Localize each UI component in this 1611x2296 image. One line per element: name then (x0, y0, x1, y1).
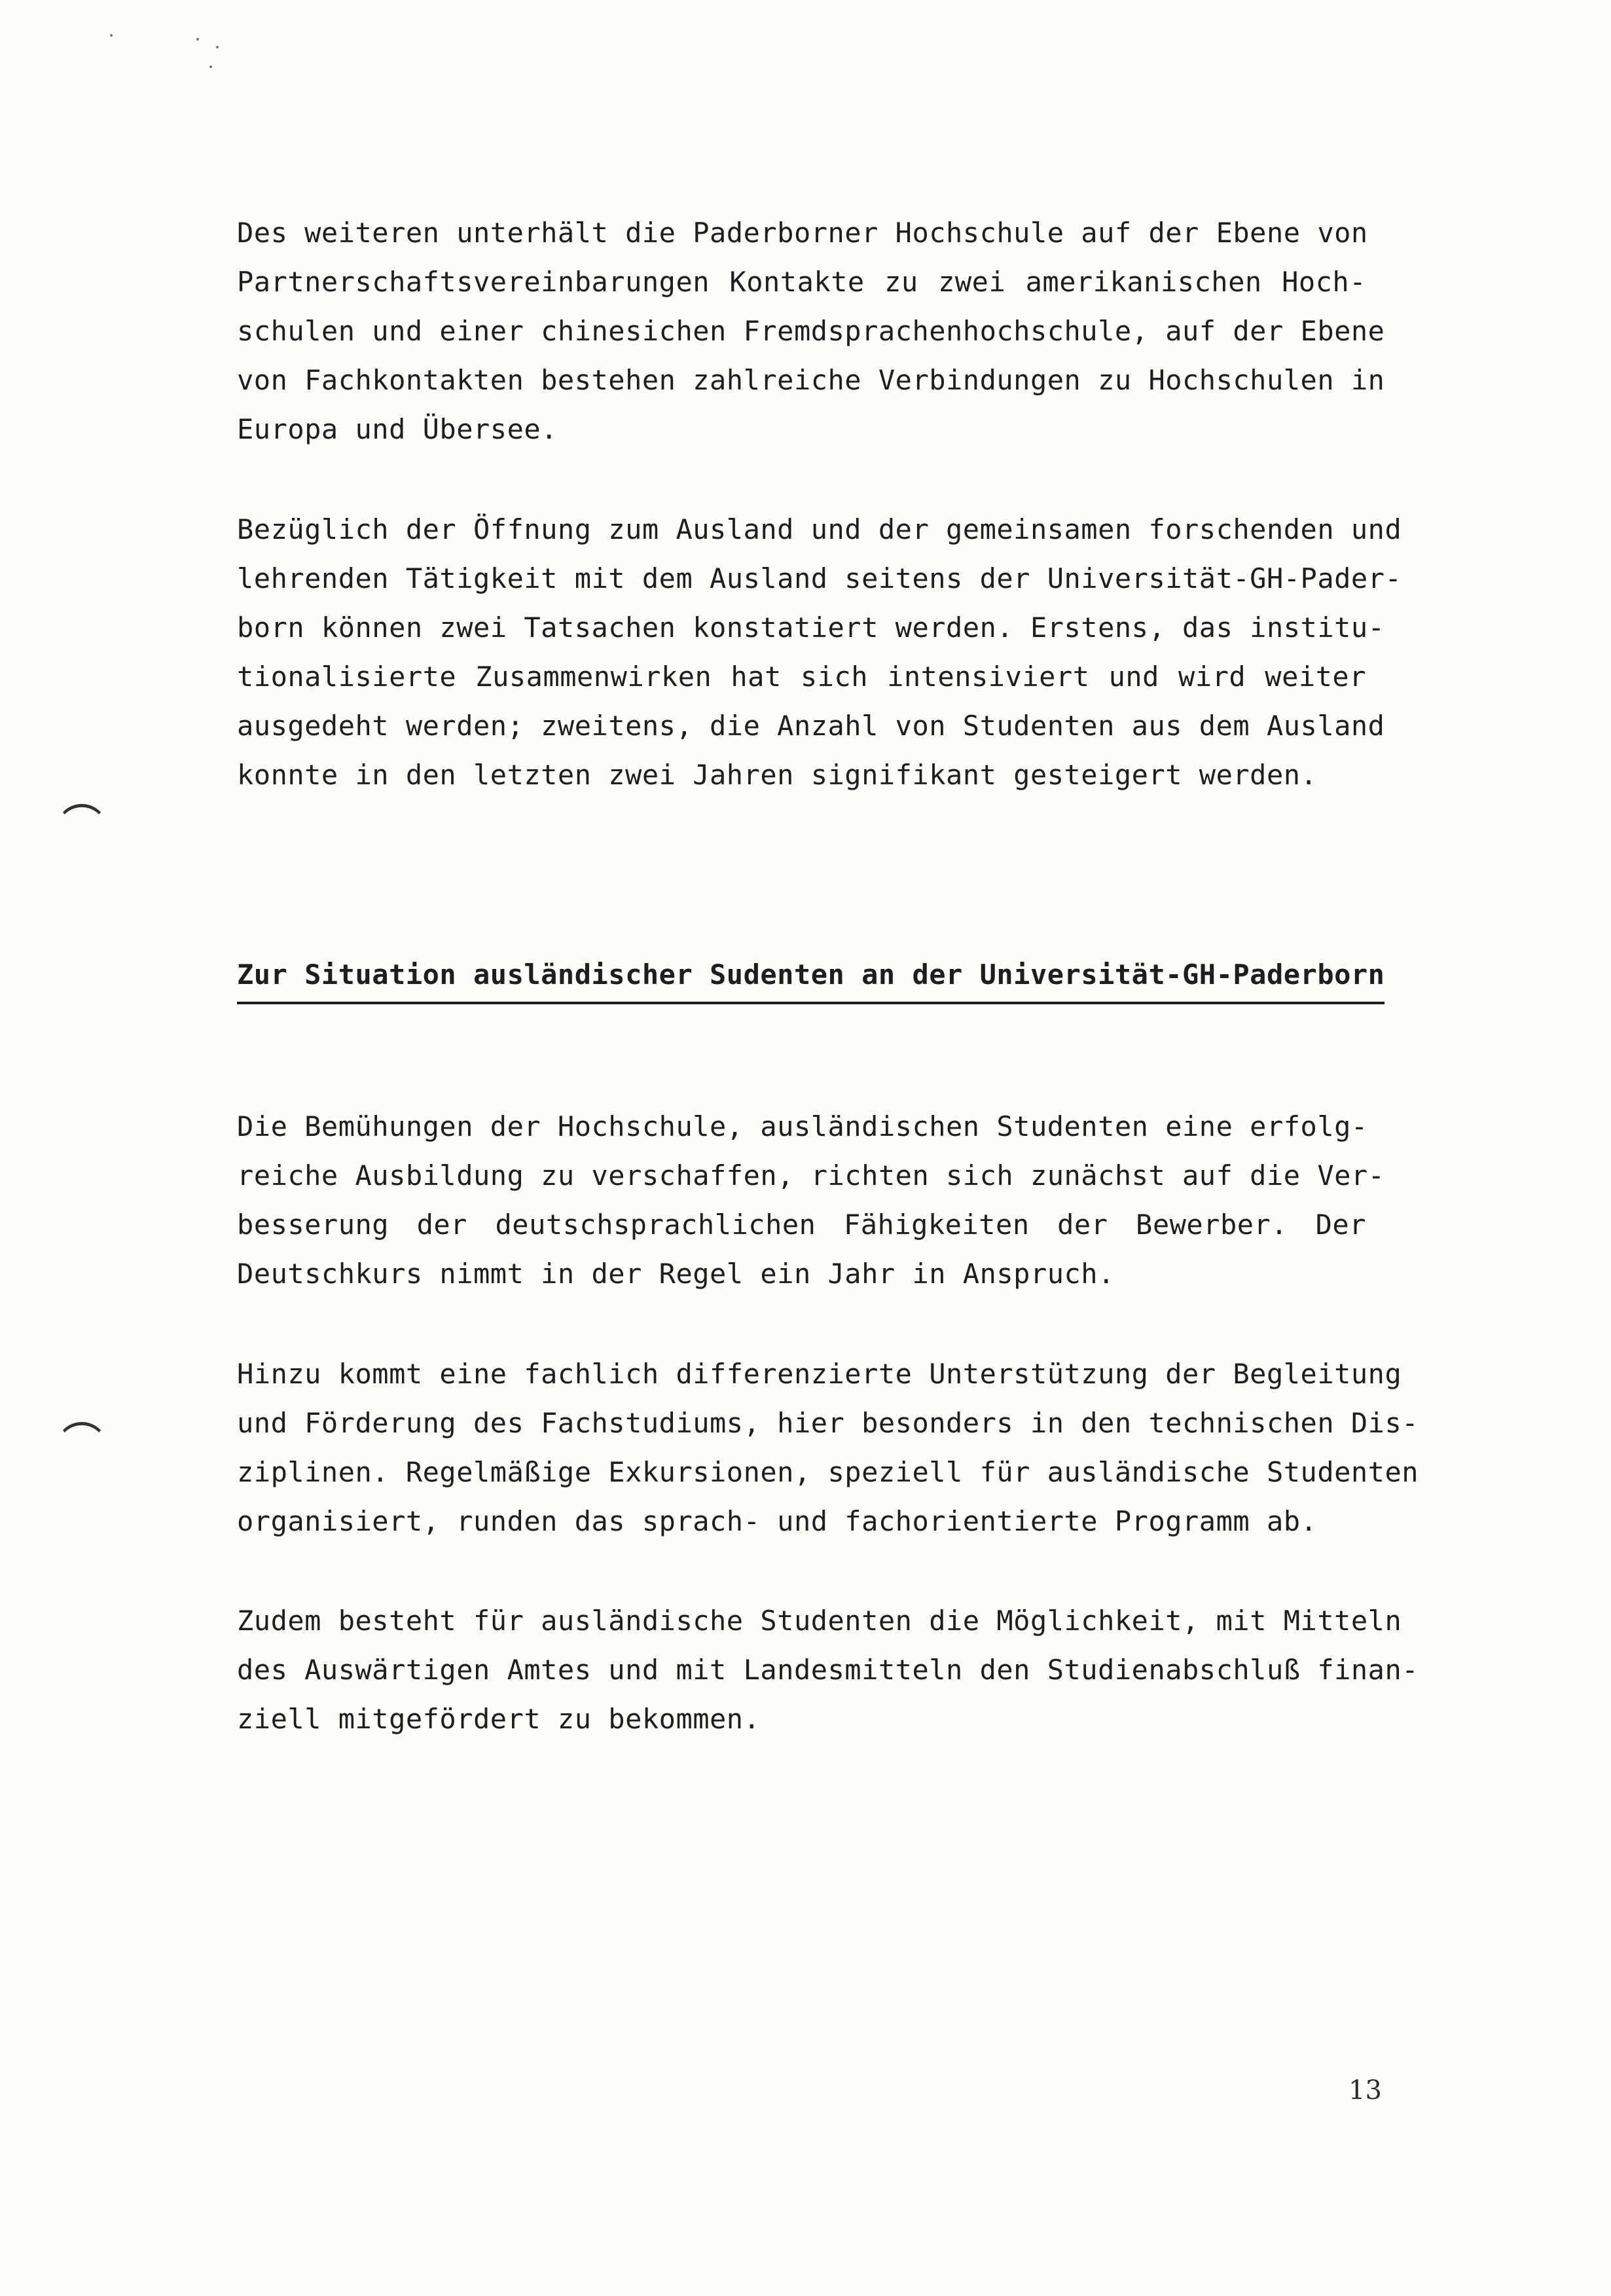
text-line: tionalisierte Zusammenwirken hat sich intensiviert und wird weiter (237, 661, 1366, 693)
paragraph-language-courses (237, 1102, 1385, 1298)
text-line: und Förderung des Fachstudiums, hier besonders in den technischen Dis- (237, 1407, 1419, 1439)
scan-speck (209, 65, 212, 68)
page-number: 13 (1349, 2075, 1382, 2105)
paragraph-academic-support (237, 1349, 1419, 1546)
text-line: des Auswärtigen Amtes und mit Landesmitteln den Studienabschluß finan- (237, 1654, 1419, 1686)
text-line: von Fachkontakten bestehen zahlreiche Verbindungen zu Hochschulen in (237, 364, 1385, 396)
text-line: ziplinen. Regelmäßige Exkursionen, speziell für ausländische Studenten (237, 1456, 1419, 1488)
text-line: ausgedeht werden; zweitens, die Anzahl von Studenten aus dem Ausland (237, 710, 1385, 742)
text-line: reiche Ausbildung zu verschaffen, richten sich zunächst auf die Ver- (237, 1159, 1385, 1192)
text-line: Bezüglich der Öffnung zum Ausland und der gemeinsamen forschenden und (237, 513, 1402, 545)
paragraph-partnerships (237, 208, 1385, 454)
scan-speck (110, 34, 113, 37)
scan-speck (216, 46, 219, 48)
text-line: Hinzu kommt eine fachlich differenzierte Unterstützung der Begleitung (237, 1358, 1402, 1390)
text-line: lehrenden Tätigkeit mit dem Ausland seitens der Universität-GH-Pader- (237, 562, 1402, 594)
text-line: schulen und einer chinesichen Fremdsprachenhochschule, auf der Ebene (237, 315, 1385, 347)
text-line: Die Bemühungen der Hochschule, ausländischen Studenten eine erfolg- (237, 1110, 1368, 1142)
text-line: born können zwei Tatsachen konstatiert werden. Erstens, das institu- (237, 611, 1385, 644)
punch-hole-mark (56, 804, 107, 853)
scan-speck (196, 38, 199, 41)
text-line: organisiert, runden das sprach- und fachorientierte Programm ab. (237, 1505, 1318, 1537)
section-heading: Zur Situation ausländischer Sudenten an der Universität-GH-Paderborn (237, 950, 1385, 1004)
text-line: ziell mitgefördert zu bekommen. (237, 1703, 761, 1735)
paragraph-internationalization (237, 505, 1402, 799)
text-line: Des weiteren unterhält die Paderborner Hochschule auf der Ebene von (237, 217, 1368, 249)
text-line: Deutschkurs nimmt in der Regel ein Jahr in Anspruch. (237, 1258, 1115, 1290)
text-line: konnte in den letzten zwei Jahren signifikant gesteigert werden. (237, 759, 1318, 791)
text-line: Partnerschaftsvereinbarungen Kontakte zu zwei amerikanischen Hoch- (237, 266, 1366, 298)
paragraph-funding (237, 1596, 1419, 1743)
text-line: Europa und Übersee. (237, 413, 558, 445)
text-line: besserung der deutschsprachlichen Fähigkeiten der Bewerber. Der (237, 1209, 1366, 1241)
punch-hole-mark (56, 1422, 107, 1471)
text-line: Zudem besteht für ausländische Studenten die Möglichkeit, mit Mitteln (237, 1605, 1402, 1637)
